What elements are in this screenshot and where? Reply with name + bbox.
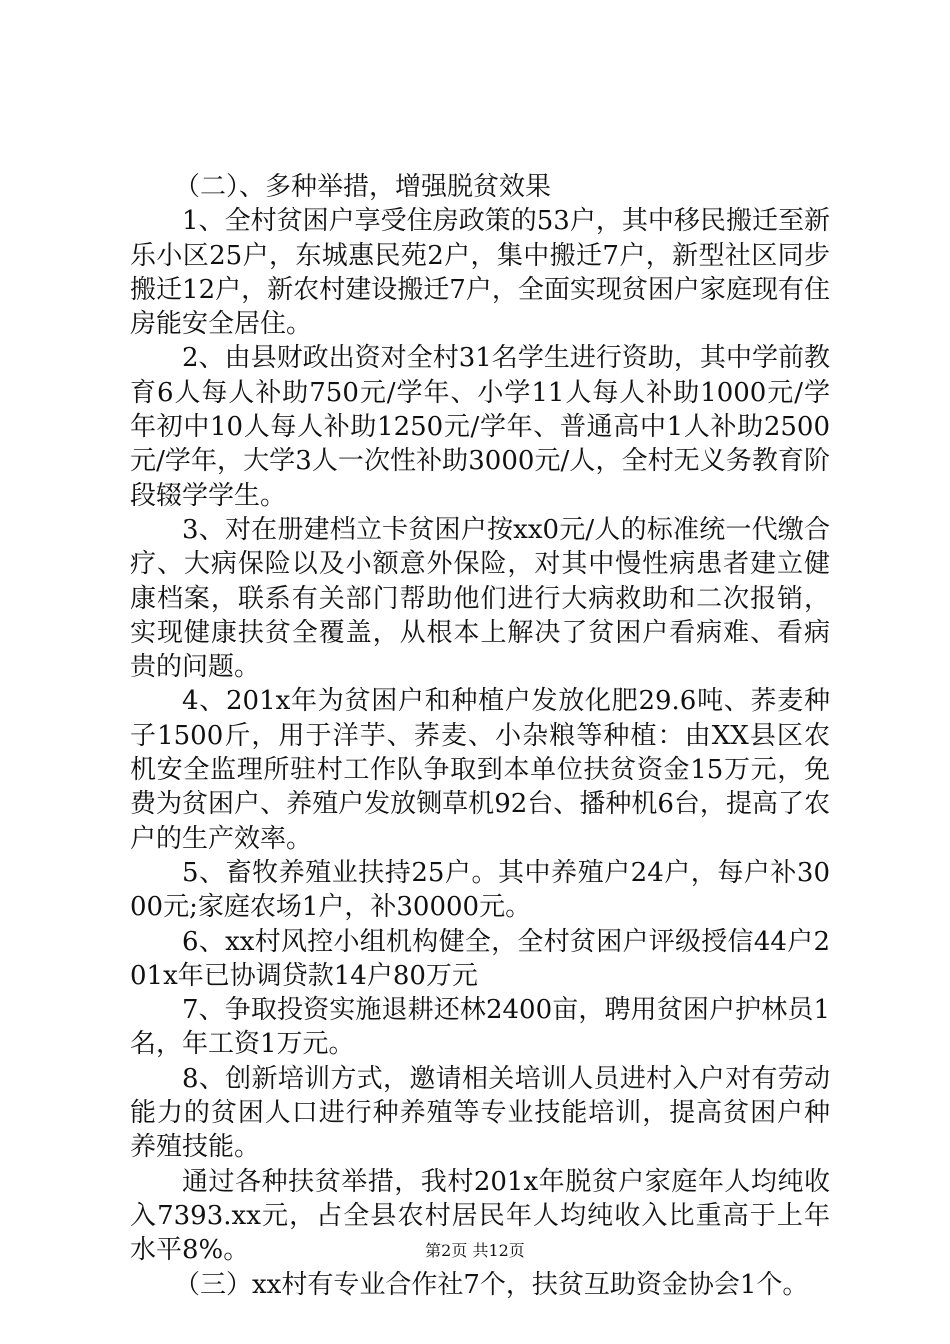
paragraph-income-summary: 通过各种扶贫举措，我村201x年脱贫户家庭年人均纯收入7393.xx元，占全县农村居民年人均纯收入比重高于上年水平8%。 — [130, 1166, 830, 1266]
paragraph-health: 3、对在册建档立卡贫困户按xx0元/人的标准统一代缴合疗、大病保险以及小额意外保险，对其中慢性病患者建立健康档案，联系有关部门帮助他们进行大病救助和二次报销，实现健康扶贫全覆盖，从根本上解决了贫困户看病难、看病贵的问题。 — [130, 514, 830, 683]
paragraph-livestock: 5、畜牧养殖业扶持25户。其中养殖户24户，每户补3000元;家庭农场1户，补30000元。 — [130, 857, 830, 923]
section-heading-two: （二）、多种举措，增强脱贫效果 — [174, 172, 552, 202]
paragraph-education: 2、由县财政出资对全村31名学生进行资助，其中学前教育6人每人补助750元/学年、小学11人每人补助1000元/学年初中10人每人补助1250元/学年、普通高中1人补助2500元/学年，大学3人一次性补助3000元/人，全村无义务教育阶段辍学学生。 — [130, 343, 830, 511]
paragraph-agriculture: 4、201x年为贫困户和种植户发放化肥29.6吨、荞麦种子1500斤，用于洋芋、荞麦、小杂粮等种植：由XX县区农机安全监理所驻村工作队争取到本单位扶贫资金15万元，免费为贫困户、养殖户发放铡草机92台、播种机6台，提高了农户的生产效率。 — [130, 686, 830, 854]
paragraph-credit: 6、xx村风控小组机构健全，全村贫困户评级授信44户201x年已协调贷款14户80万元 — [130, 926, 830, 991]
section-heading-three: （三）xx村有专业合作社7个，扶贫互助资金协会1个。 — [174, 1269, 809, 1300]
paragraph-training: 8、创新培训方式，邀请相关培训人员进村入户对有劳动能力的贫困人口进行种养殖等专业技能培训，提高贫困户种养殖技能。 — [130, 1063, 830, 1163]
page-footer: 第2页 共12页 — [425, 1241, 525, 1260]
paragraph-housing: 1、全村贫困户享受住房政策的53户，其中移民搬迁至新乐小区25户，东城惠民苑2户，集中搬迁7户，新型社区同步搬迁12户，新农村建设搬迁7户，全面实现贫困户家庭现有住房能安全居住。 — [130, 206, 830, 340]
document-body — [130, 170, 830, 1302]
paragraph-forestry: 7、争取投资实施退耕还林2400亩，聘用贫困户护林员1名，年工资1万元。 — [130, 995, 830, 1060]
